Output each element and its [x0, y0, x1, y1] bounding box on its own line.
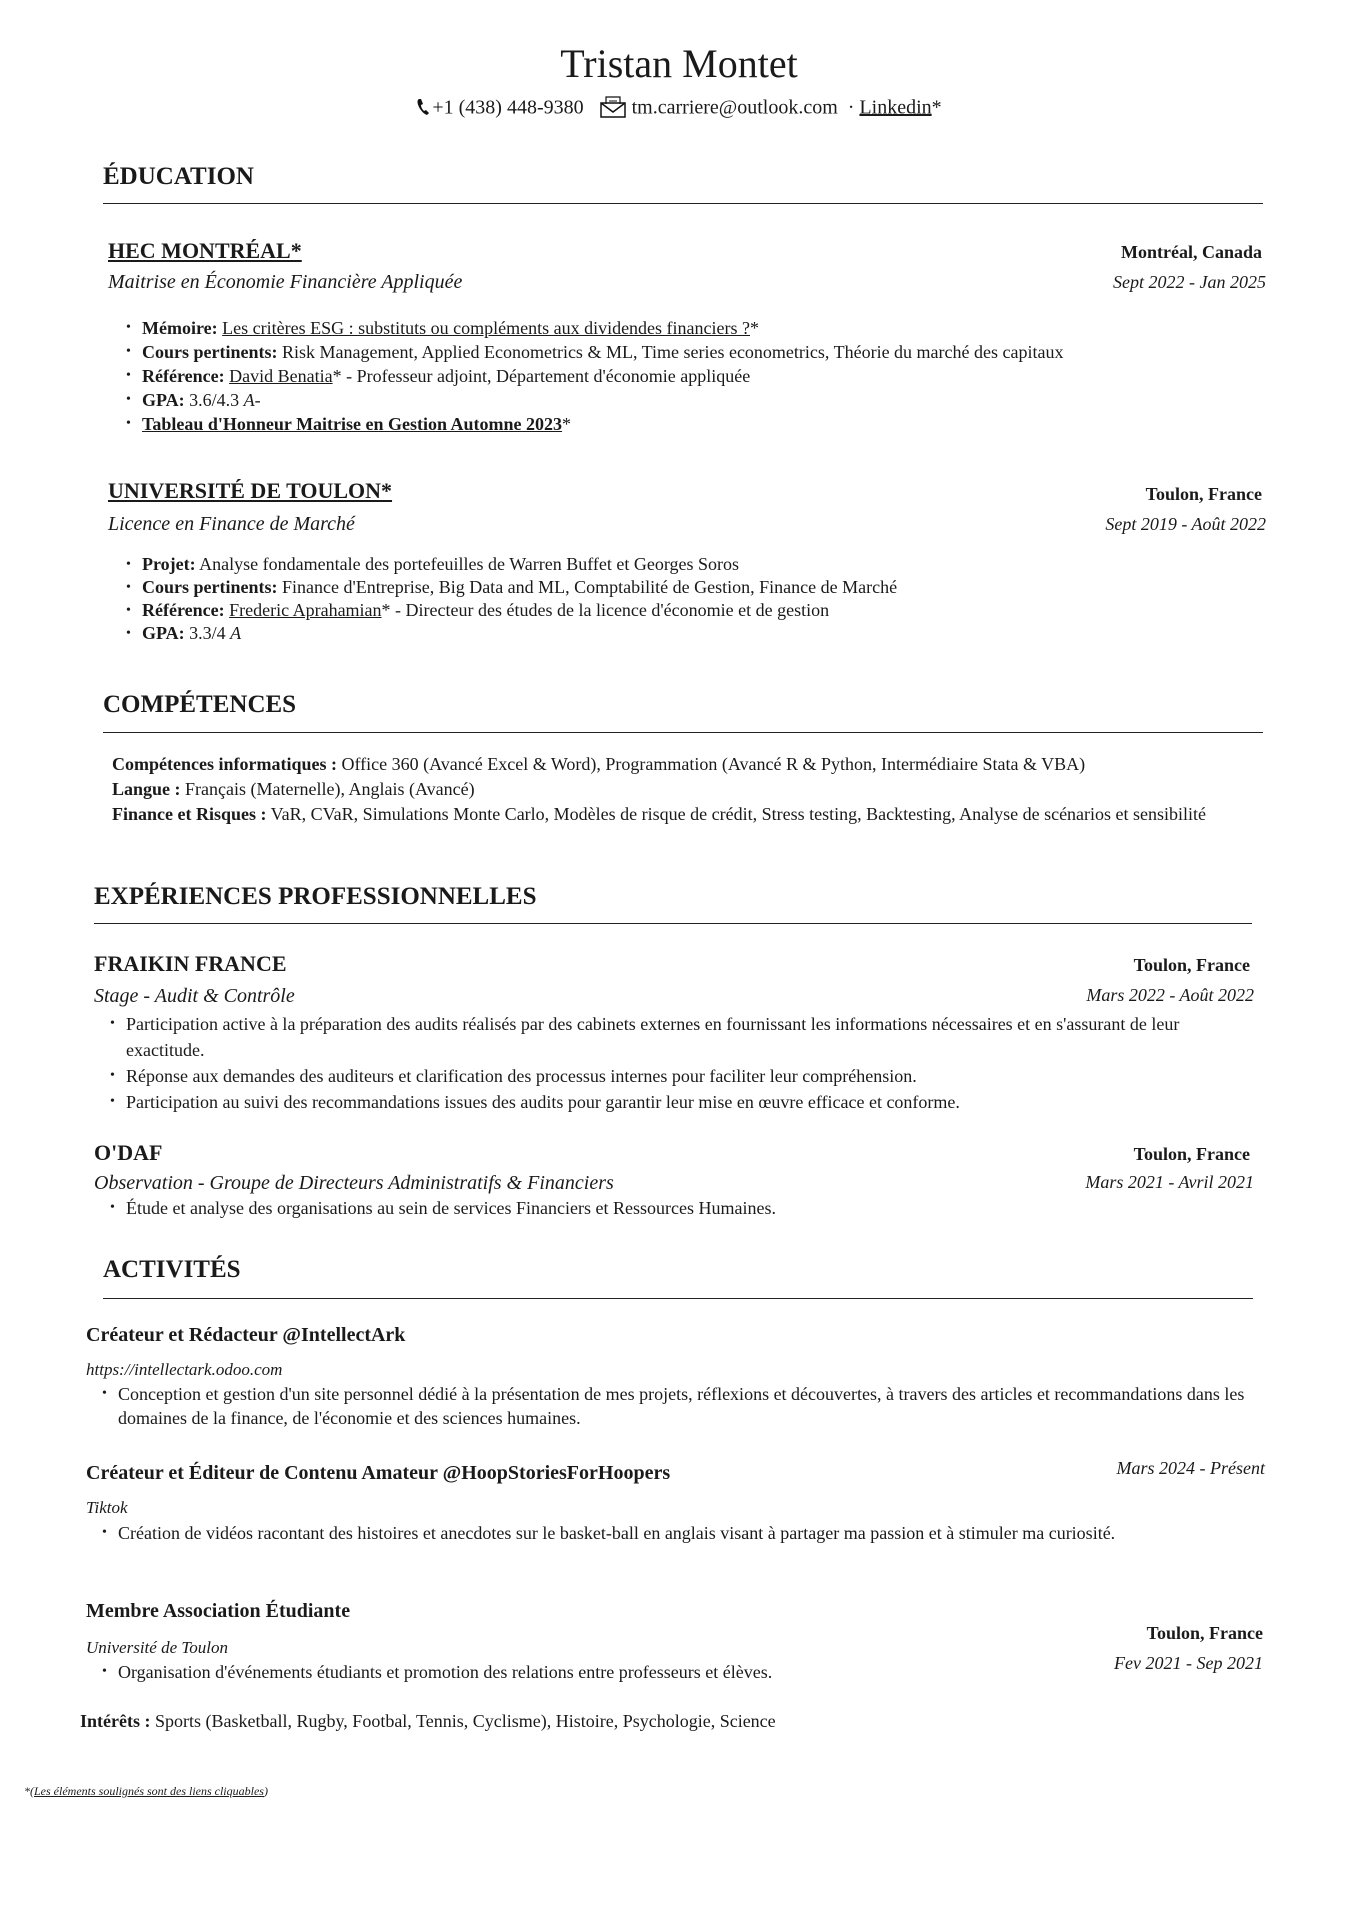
- school-toulon[interactable]: UNIVERSITÉ DE TOULON*: [108, 478, 393, 503]
- linkedin-link[interactable]: Linkedin: [859, 96, 932, 119]
- activity-association-location: Toulon, France: [1146, 1623, 1263, 1643]
- list-item: • Mémoire: Les critères ESG : substituts ou compléments aux dividendes financiers ?*: [120, 316, 1270, 340]
- company-odaf: O'DAF: [94, 1140, 163, 1165]
- skills-line-language: Langue : Français (Maternelle), Anglais (Avancé): [112, 779, 475, 799]
- skills-heading: COMPÉTENCES: [103, 691, 297, 718]
- list-item: • Conception et gestion d'un site personnel dédié à la présentation de mes projets, réflexions et découvertes, à travers des articles et recommandations dans les domaines de la finance, de l'économie et des sciences humaines.: [96, 1382, 1266, 1430]
- activity-hoopstories-title: Créateur et Éditeur de Contenu Amateur @HoopStoriesForHoopers: [86, 1462, 671, 1484]
- honor-roll-link[interactable]: Tableau d'Honneur Maitrise en Gestion Automne 2023: [142, 414, 563, 434]
- contact-line: [0, 93, 1358, 120]
- company-fraikin-location: Toulon, France: [1133, 955, 1250, 975]
- education-divider: [103, 203, 1263, 204]
- list-item: • Projet: Analyse fondamentale des portefeuilles de Warren Buffet et Georges Soros: [120, 553, 1270, 576]
- list-item: • Référence: David Benatia* - Professeur adjoint, Département d'économie appliquée: [120, 364, 1270, 388]
- list-item: • Participation au suivi des recommandations issues des audits pour garantir leur mise en œuvre efficace et conforme.: [104, 1089, 1256, 1115]
- list-item: • GPA: 3.6/4.3 A-: [120, 388, 1270, 412]
- activity-association-org: Université de Toulon: [86, 1638, 228, 1657]
- email-icon: [599, 95, 627, 119]
- list-item: • GPA: 3.3/4 A: [120, 622, 1270, 645]
- school-toulon-dates: Sept 2019 - Août 2022: [1105, 514, 1266, 534]
- footnote: *(Les éléments soulignés sont des liens cliquables): [24, 1784, 268, 1798]
- list-item: • Organisation d'événements étudiants et promotion des relations entre professeurs et élèves.: [96, 1660, 1266, 1684]
- activities-heading: ACTIVITÉS: [103, 1256, 241, 1283]
- school-toulon-degree: Licence en Finance de Marché: [108, 513, 355, 535]
- skills-block: [112, 752, 1272, 827]
- list-item: • Cours pertinents: Risk Management, Applied Econometrics & ML, Time series econometrics, Théorie du marché des capitaux: [120, 340, 1270, 364]
- list-item: • Réponse aux demandes des auditeurs et clarification des processus internes pour faciliter leur compréhension.: [104, 1063, 1256, 1089]
- experience-heading: EXPÉRIENCES PROFESSIONNELLES: [94, 883, 537, 910]
- reference-link-aprahamian[interactable]: Frederic Aprahamian: [229, 600, 382, 620]
- school-hec-degree: Maitrise en Économie Financière Appliquée: [108, 271, 463, 293]
- activity-association-title: Membre Association Étudiante: [86, 1600, 351, 1622]
- activity-intellectark-title: Créateur et Rédacteur @IntellectArk: [86, 1324, 406, 1346]
- school-hec[interactable]: HEC MONTRÉAL*: [108, 238, 302, 263]
- list-item: • Participation active à la préparation des audits réalisés par des cabinets externes en fournissant les informations nécessaires et en s'assurant de leur exactitude.: [104, 1011, 1256, 1063]
- education-heading: ÉDUCATION: [103, 163, 254, 190]
- list-item: • Création de vidéos racontant des histoires et anecdotes sur le basket-ball en anglais visant à partager ma passion et à stimuler ma curiosité.: [96, 1521, 1266, 1545]
- company-fraikin-dates: Mars 2022 - Août 2022: [1086, 985, 1254, 1005]
- activities-divider: [103, 1298, 1253, 1299]
- reference-link-benatia[interactable]: David Benatia: [229, 366, 333, 386]
- list-item: • Étude et analyse des organisations au sein de services Financiers et Ressources Humaines.: [104, 1196, 1256, 1220]
- candidate-name: Tristan Montet: [560, 41, 798, 86]
- skills-line-it: Compétences informatiques : Office 360 (Avancé Excel & Word), Programmation (Avancé R & Python, Intermédiaire Stata & VBA): [112, 754, 1086, 774]
- activity-intellectark-url[interactable]: https://intellectark.odoo.com: [86, 1360, 283, 1379]
- thesis-link[interactable]: Les critères ESG : substituts ou compléments aux dividendes financiers ?: [222, 318, 751, 338]
- interests-line: Intérêts : Sports (Basketball, Rugby, Footbal, Tennis, Cyclisme), Histoire, Psychologie, Science: [80, 1711, 776, 1731]
- school-hec-location: Montréal, Canada: [1121, 242, 1262, 262]
- company-odaf-location: Toulon, France: [1133, 1144, 1250, 1164]
- activity-intellectark-bullets: [96, 1382, 1266, 1430]
- company-odaf-role: Observation - Groupe de Directeurs Administratifs & Financiers: [94, 1172, 614, 1194]
- school-toulon-location: Toulon, France: [1145, 484, 1262, 504]
- company-fraikin-role: Stage - Audit & Contrôle: [94, 985, 295, 1007]
- activity-hoopstories-platform: Tiktok: [86, 1498, 128, 1517]
- school-hec-bullets: [120, 316, 1270, 436]
- activity-hoopstories-bullets: [96, 1521, 1266, 1545]
- email-address[interactable]: tm.carriere@outlook.com: [631, 96, 838, 119]
- skills-line-finance: Finance et Risques : VaR, CVaR, Simulations Monte Carlo, Modèles de risque de crédit, Stress testing, Backtesting, Analyse de scénarios et sensibilité: [112, 804, 1207, 824]
- list-item: • Cours pertinents: Finance d'Entreprise, Big Data and ML, Comptabilité de Gestion, Finance de Marché: [120, 576, 1270, 599]
- company-fraikin-bullets: [104, 1011, 1256, 1115]
- contact-separator: ·: [847, 96, 855, 119]
- list-item: • Référence: Frederic Aprahamian* - Directeur des études de la licence d'économie et de gestion: [120, 599, 1270, 622]
- list-item: • Tableau d'Honneur Maitrise en Gestion Automne 2023*: [120, 412, 1270, 436]
- school-hec-dates: Sept 2022 - Jan 2025: [1113, 272, 1266, 292]
- linkedin-star: *: [931, 96, 942, 119]
- activity-association-bullets: [96, 1660, 1266, 1684]
- school-toulon-bullets: [120, 553, 1270, 645]
- company-fraikin: FRAIKIN FRANCE: [94, 951, 287, 976]
- company-odaf-dates: Mars 2021 - Avril 2021: [1085, 1172, 1254, 1192]
- skills-divider: [103, 732, 1263, 733]
- phone-icon: [416, 97, 432, 117]
- activity-hoopstories-dates: Mars 2024 - Présent: [1116, 1458, 1265, 1478]
- phone-number[interactable]: +1 (438) 448-9380: [432, 96, 584, 119]
- company-odaf-bullets: [104, 1196, 1256, 1220]
- experience-divider: [94, 923, 1252, 924]
- activity-association-dates: Fev 2021 - Sep 2021: [1114, 1653, 1263, 1673]
